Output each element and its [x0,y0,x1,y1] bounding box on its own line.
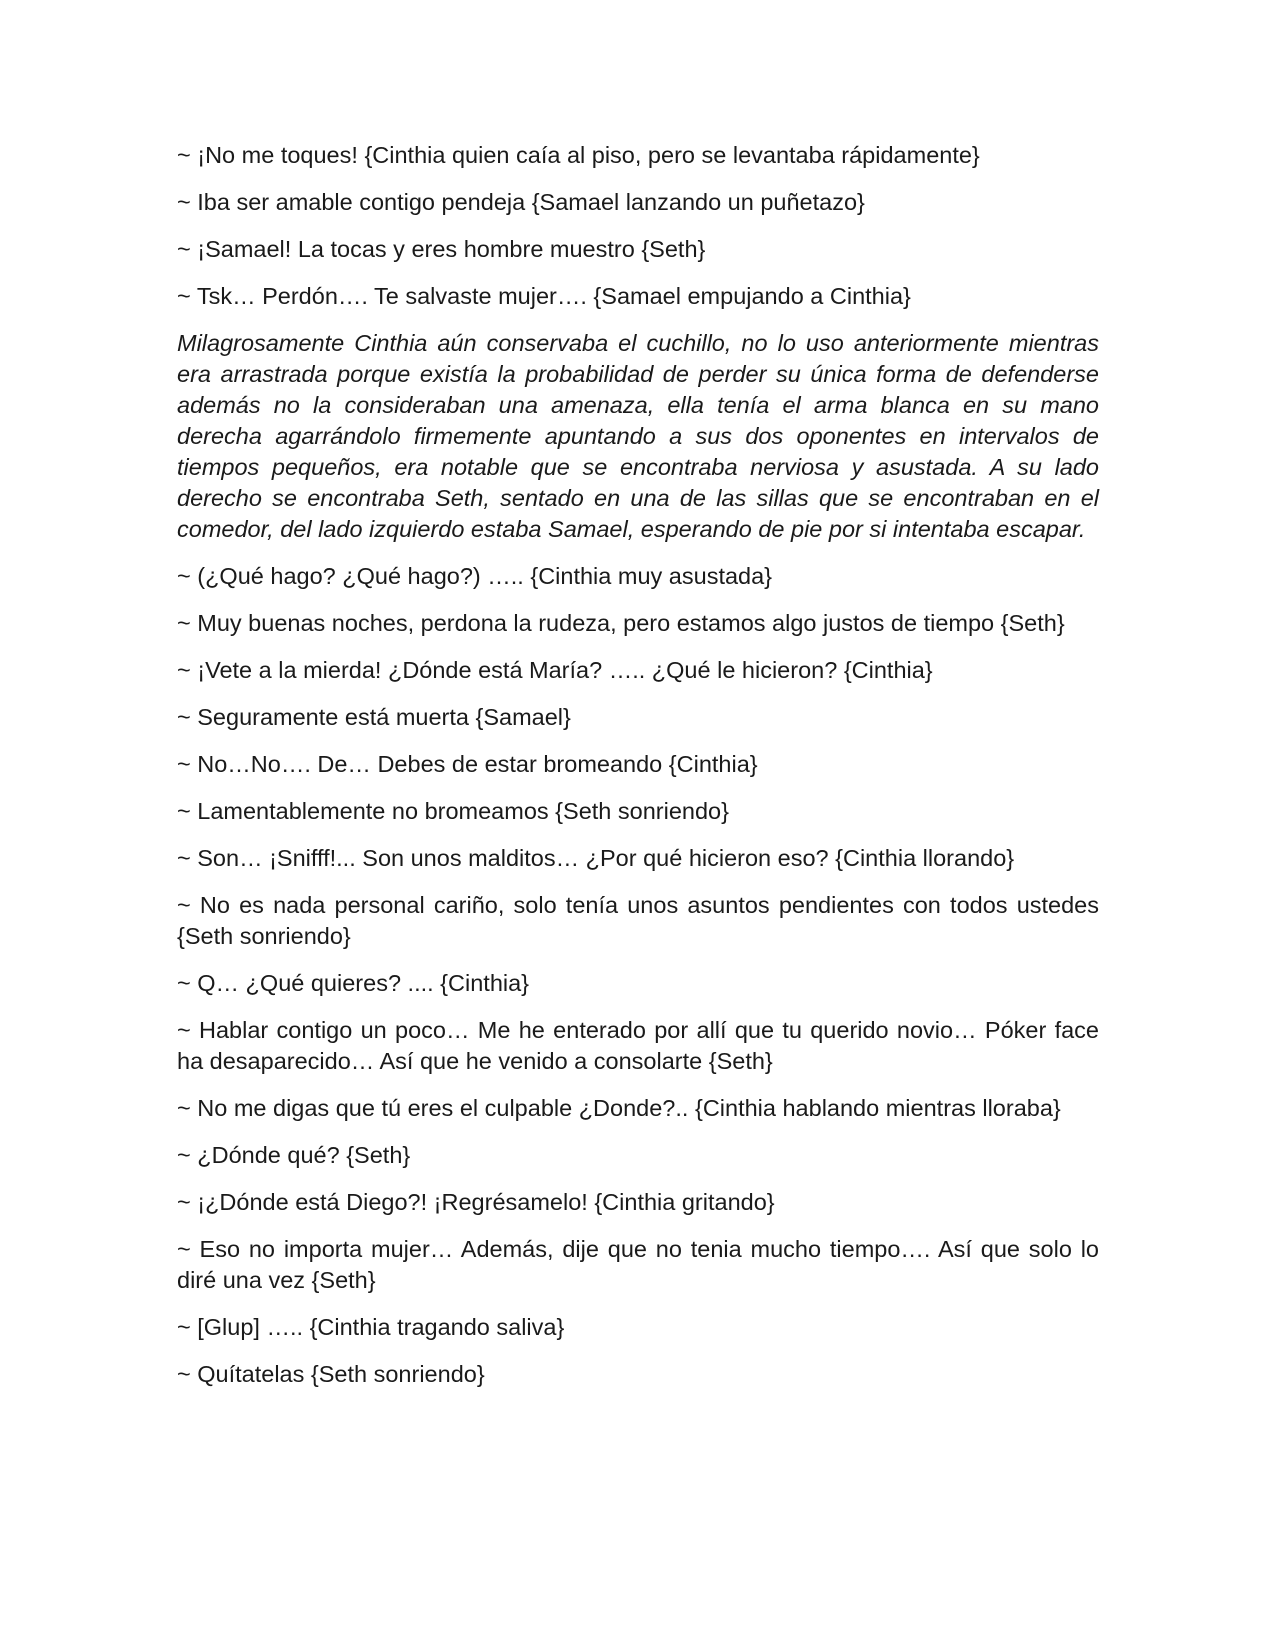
dialogue-line: ~ Son… ¡Snifff!... Son unos malditos… ¿Por qué hicieron eso? {Cinthia llorando} [177,845,1015,871]
dialogue-line: ~ ¿Dónde qué? {Seth} [177,1142,411,1168]
dialogue-line: ~ Lamentablemente no bromeamos {Seth sonriendo} [177,798,729,824]
dialogue-line: ~ ¡No me toques! {Cinthia quien caía al piso, pero se levantaba rápidamente} [177,142,980,168]
dialogue-line: ~ Tsk… Perdón…. Te salvaste mujer…. {Samael empujando a Cinthia} [177,283,911,309]
document-page [177,140,1099,1406]
dialogue-line: ~ ¡Samael! La tocas y eres hombre muestro {Seth} [177,236,706,262]
dialogue-line: ~ No es nada personal cariño, solo tenía unos asuntos pendientes con todos ustedes {Seth sonriendo} [177,892,1099,949]
dialogue-line: ~ Hablar contigo un poco… Me he enterado por allí que tu querido novio… Póker face ha desaparecido… Así que he venido a consolarte {Seth} [177,1017,1099,1074]
dialogue-line: ~ Quítatelas {Seth sonriendo} [177,1361,485,1387]
dialogue-line: ~ Seguramente está muerta {Samael} [177,704,571,730]
dialogue-line: ~ ¡Vete a la mierda! ¿Dónde está María? ….. ¿Qué le hicieron? {Cinthia} [177,657,933,683]
dialogue-line: ~ No…No…. De… Debes de estar bromeando {Cinthia} [177,751,758,777]
dialogue-line: ~ [Glup] ….. {Cinthia tragando saliva} [177,1314,565,1340]
dialogue-line: ~ No me digas que tú eres el culpable ¿Donde?.. {Cinthia hablando mientras lloraba} [177,1095,1061,1121]
dialogue-line: ~ Iba ser amable contigo pendeja {Samael lanzando un puñetazo} [177,189,865,215]
dialogue-line: ~ (¿Qué hago? ¿Qué hago?) ….. {Cinthia muy asustada} [177,563,773,589]
dialogue-line: ~ Eso no importa mujer… Además, dije que no tenia mucho tiempo…. Así que solo lo diré una vez {Seth} [177,1236,1099,1293]
narrative-paragraph: Milagrosamente Cinthia aún conservaba el cuchillo, no lo uso anteriormente mientras era arrastrada porque existía la probabilidad de perder su única forma de defenderse además no la consideraban una amenaza, ella tenía el arma blanca en su mano derecha agarrándolo firmemente apuntando a sus dos oponentes en intervalos de tiempos pequeños, era notable que se encontraba nerviosa y asustada. A su lado derecho se encontraba Seth, sentado en una de las sillas que se encontraban en el comedor, del lado izquierdo estaba Samael, esperando de pie por si intentaba escapar. [177,330,1099,542]
dialogue-line: ~ Muy buenas noches, perdona la rudeza, pero estamos algo justos de tiempo {Seth} [177,610,1065,636]
dialogue-line: ~ Q… ¿Qué quieres? .... {Cinthia} [177,970,530,996]
dialogue-line: ~ ¡¿Dónde está Diego?! ¡Regrésamelo! {Cinthia gritando} [177,1189,775,1215]
